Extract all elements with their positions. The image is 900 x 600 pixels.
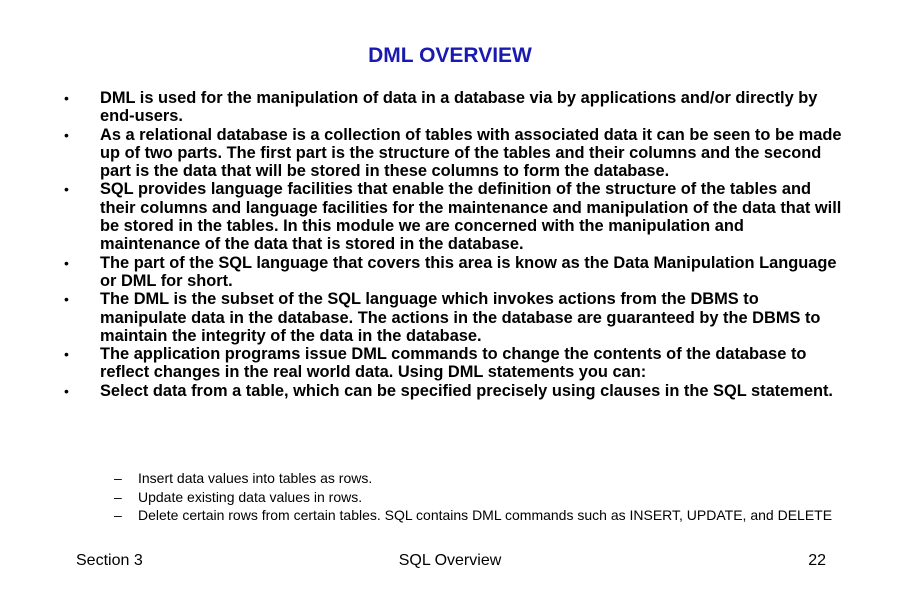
- bullet-item: [64, 382, 844, 400]
- bullet-dot-icon: •: [64, 126, 69, 143]
- dash-icon: –: [114, 488, 122, 505]
- bullet-item: [64, 126, 844, 181]
- bullet-list: [64, 89, 844, 400]
- bullet-item: [64, 180, 844, 253]
- bullet-item: [64, 89, 844, 126]
- bullet-text: As a relational database is a collection of tables with associated data it can be seen to be made up of two parts. The first part is the structure of the tables and their columns and the second part is the data that will be stored in these columns to form the database.: [100, 125, 842, 181]
- bullet-dot-icon: •: [64, 181, 69, 198]
- slide-title: DML OVERVIEW: [368, 44, 532, 67]
- bullet-dot-icon: •: [64, 254, 69, 271]
- bullet-text: Select data from a table, which can be specified precisely using clauses in the SQL statement.: [100, 381, 833, 400]
- sub-item: [114, 471, 854, 487]
- bullet-dot-icon: •: [64, 90, 69, 106]
- sub-item-text: Delete certain rows from certain tables. SQL contains DML commands such as INSERT, UPDATE, and DELETE: [138, 507, 833, 524]
- dash-icon: –: [114, 470, 122, 486]
- bullet-text: SQL provides language facilities that enable the definition of the structure of the tables and their columns and language facilities for the maintenance and manipulation of the data that will be stored in the tables. In this module we are concerned with the manipulation and maintenance of the data that is stored in the database.: [100, 180, 842, 254]
- bullet-text: The DML is the subset of the SQL language which invokes actions from the DBMS to manipulate data in the database. The actions in the database are guaranteed by the DBMS to maintain the integrity of the data in the database.: [100, 290, 821, 345]
- sub-item-text: Update existing data values in rows.: [138, 488, 363, 505]
- footer-page-number: 22: [808, 552, 826, 569]
- bullet-text: The application programs issue DML commands to change the contents of the database to reflect changes in the real world data. Using DML statements you can:: [100, 345, 807, 382]
- footer-topic: SQL Overview: [398, 552, 502, 569]
- bullet-item: [64, 345, 844, 382]
- bullet-text: DML is used for the manipulation of data in a database via by applications and/or directly by end-users.: [100, 89, 818, 126]
- sub-item-list: [114, 471, 854, 527]
- sub-item-text: Insert data values into tables as rows.: [138, 470, 373, 486]
- bullet-item: [64, 290, 844, 345]
- sub-item: [114, 508, 854, 524]
- bullet-text: The part of the SQL language that covers this area is know as the Data Manipulation Language or DML for short.: [100, 253, 837, 290]
- sub-item: [114, 490, 854, 506]
- bullet-dot-icon: •: [64, 291, 69, 308]
- footer-section: Section 3: [76, 552, 143, 569]
- dash-icon: –: [114, 507, 122, 524]
- bullet-item: [64, 254, 844, 291]
- bullet-dot-icon: •: [64, 382, 69, 399]
- bullet-dot-icon: •: [64, 346, 69, 363]
